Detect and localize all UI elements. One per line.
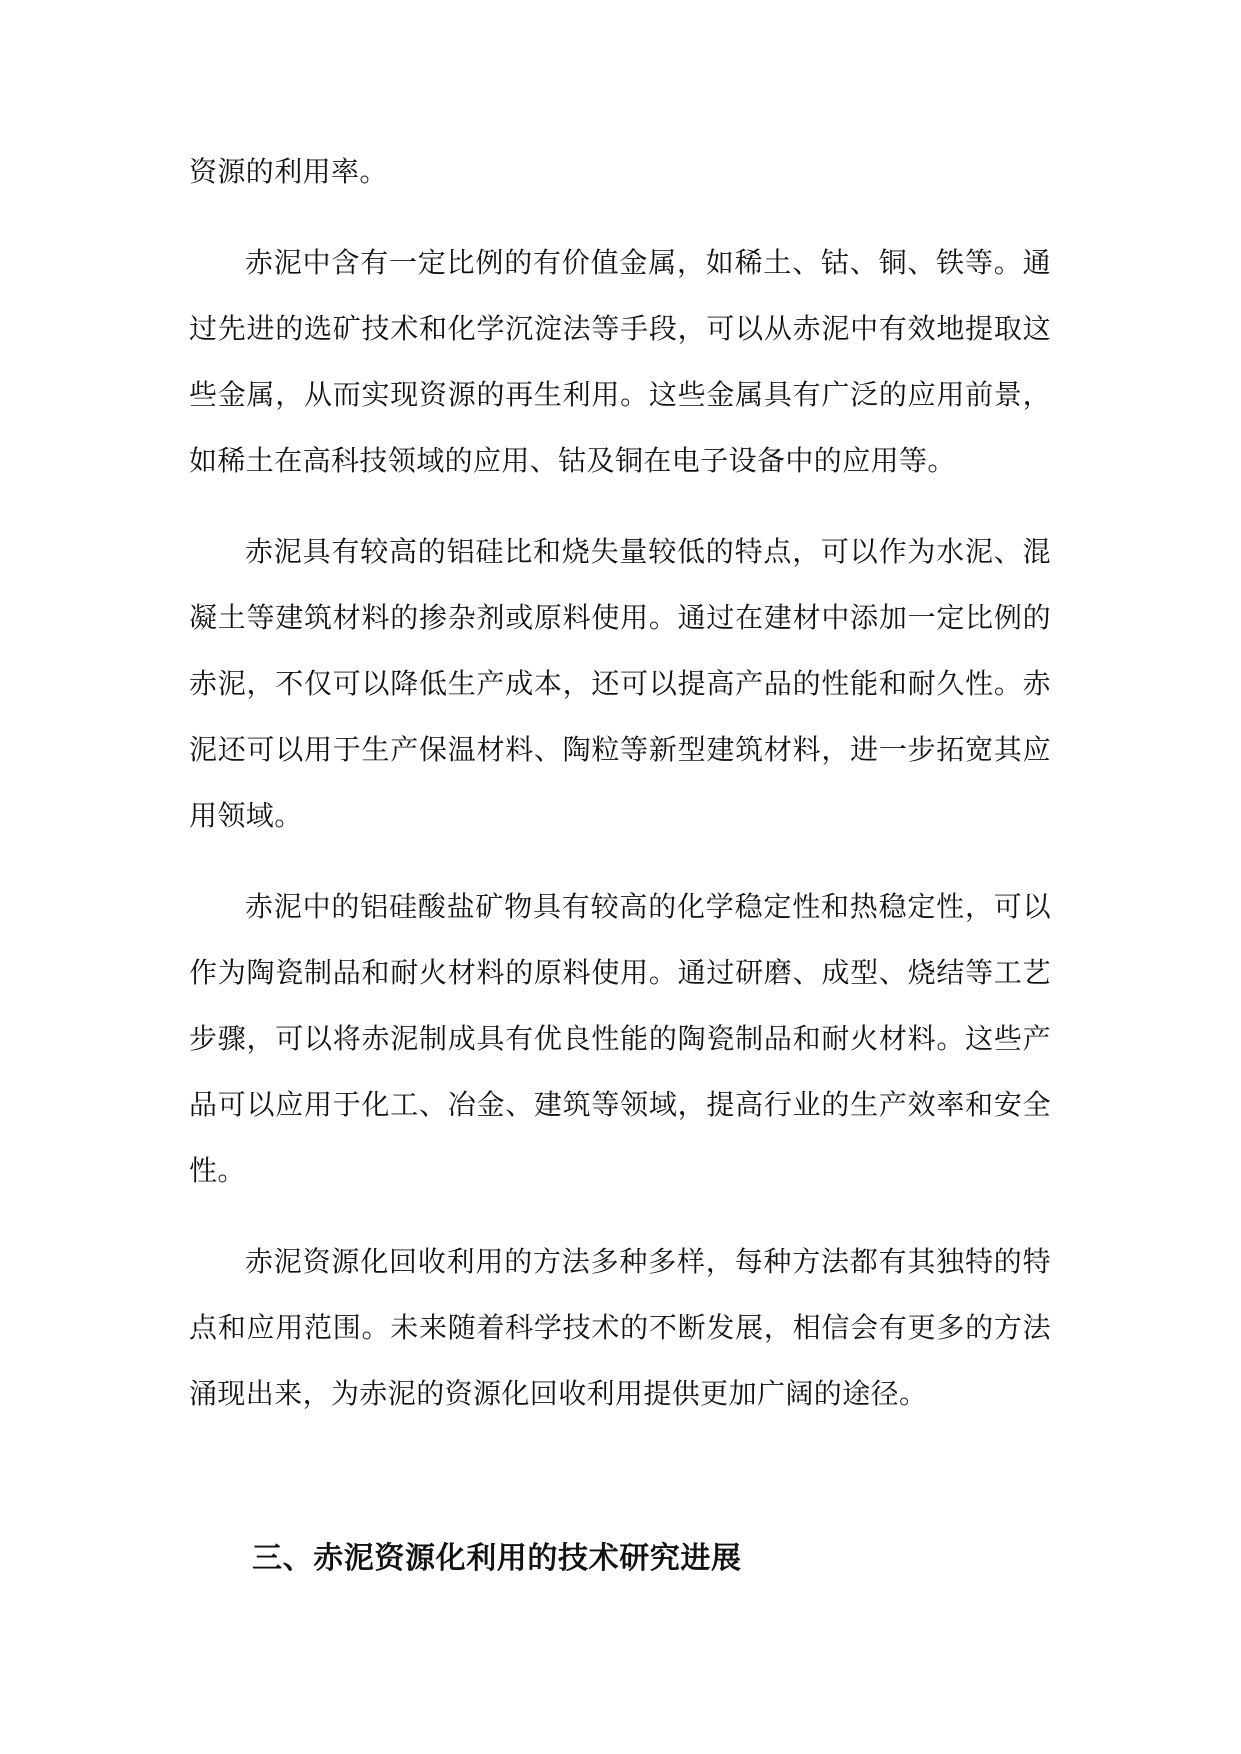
- paragraph-summary: 赤泥资源化回收利用的方法多种多样，每种方法都有其独特的特点和应用范围。未来随着科学技术的不断发展，相信会有更多的方法涌现出来，为赤泥的资源化回收利用提供更加广阔的途径。: [189, 1245, 1051, 1410]
- section-heading: 三、赤泥资源化利用的技术研究进展: [252, 1541, 742, 1576]
- paragraph-continuation: 资源的利用率。: [189, 155, 388, 188]
- paragraph-building-materials: 赤泥具有较高的铝硅比和烧失量较低的特点，可以作为水泥、混凝土等建筑材料的掺杂剂或原料使用。通过在建材中添加一定比例的赤泥，不仅可以降低生产成本，还可以提高产品的性能和耐久性。赤泥还可以用于生产保温材料、陶粒等新型建筑材料，进一步拓宽其应用领域。: [189, 535, 1051, 832]
- body-text: [189, 139, 1051, 1452]
- paragraph-ceramics-refractory: 赤泥中的铝硅酸盐矿物具有较高的化学稳定性和热稳定性，可以作为陶瓷制品和耐火材料的原料使用。通过研磨、成型、烧结等工艺步骤，可以将赤泥制成具有优良性能的陶瓷制品和耐火材料。这些产品可以应用于化工、冶金、建筑等领域，提高行业的生产效率和安全性。: [189, 890, 1051, 1187]
- paragraph-valuable-metals: 赤泥中含有一定比例的有价值金属，如稀土、钴、铜、铁等。通过先进的选矿技术和化学沉淀法等手段，可以从赤泥中有效地提取这些金属，从而实现资源的再生利用。这些金属具有广泛的应用前景，如稀土在高科技领域的应用、钴及铜在电子设备中的应用等。: [189, 246, 1051, 477]
